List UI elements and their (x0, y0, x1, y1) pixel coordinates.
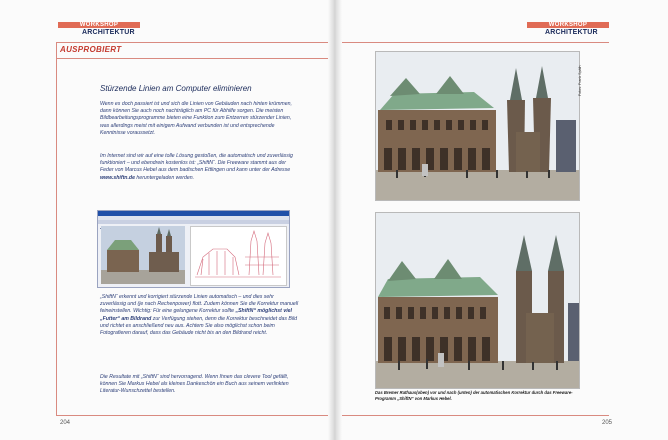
header-kicker: WORKSHOP (79, 22, 119, 28)
photo-after-correction (375, 212, 580, 389)
edge-detection-preview (191, 227, 286, 285)
book-gutter (328, 0, 342, 440)
paragraph-usage-bold: „ShiftN“ möglichst viel „Futter“ am Bildrand (100, 308, 292, 322)
section-divider (56, 58, 328, 59)
town-hall-photo-after (376, 213, 579, 388)
paragraph-usage-a: „ShiftN“ erkennt und korrigiert stürzende Linien automatisch – und dies sehr zuverlässig und (je nach Rechenpower) flott. Zudem können Sie die Korrektur manuell feineinstellen. Wichtig: Für eine gelungene Korrektur sollte (100, 294, 299, 315)
photo-caption: Das Bremer Rathaus(oben) vor und nach (unten) der automatischen Korrektur durch das Freeware-Programm „ShiftN“ von Markus Hebel. (375, 390, 573, 401)
paragraph-shiftn-intro (100, 153, 300, 182)
paragraph-shiftn-usage (100, 294, 300, 337)
paragraph-intro: Wenn es doch passiert ist und sich die Linien von Gebäuden nach hinten krümmen, dann können Sie auch noch nachträglich am PC für Abhilfe sorgen. Die meisten Bildbearbeitungsprogramme bieten eine Funktion zum Entzerren stürzender Linien, was allerdings meist mit einigem Aufwand verbunden ist und entsprechende Kenntnisse voraussetzt. (100, 101, 292, 136)
photo-before-correction (375, 51, 580, 201)
header-title: ARCHITEKTUR (82, 29, 135, 36)
screenshot-photo-pane (101, 226, 185, 284)
paragraph-shiftn-text: Im Internet sind wir auf eine tolle Lösung gestoßen, die automatisch und zuverlässig funktioniert – und ebendrein kostenlos ist: „ShiftN“. Die Freeware stammt aus der Feder von Marcus Hebel aus dem badischen Ettlingen und kann unter der Adresse (100, 153, 293, 174)
paragraph-usage-b: zur Verfügung stehen, denn die Korrektur beschneidet das Bild und richtet es anschließend neu aus. Achtem Sie also möglichst schon beim Fotografieren darauf, dass das Gebäude nicht bis an den Bildrand reicht. (100, 315, 298, 337)
header-kicker-right: WORKSHOP (548, 22, 588, 28)
town-hall-thumbnail (101, 226, 185, 284)
photo-credit: Fotos: Frank Späth (578, 65, 582, 96)
section-label: AUSPROBIERT (60, 45, 122, 54)
paragraph-results: Die Resultate mit „ShiftN“ sind hervorragend. Wenn Ihnen das clevere Tool gefällt, können Sie Markus Hebel als kleines Dankeschön ein Buch aus seinem verlinkten Literatur-Wunschzettel bestellen. (100, 374, 289, 395)
header-title-right: ARCHITEKTUR (545, 29, 598, 36)
paragraph-shiftn-tail: heruntergeladen werden. (136, 174, 195, 181)
download-url: www.shiftn.de (100, 174, 135, 181)
article-headline: Stürzende Linien am Computer eliminieren (100, 84, 252, 93)
page-number-right: 205 (602, 420, 613, 426)
town-hall-photo-before (376, 52, 579, 200)
page-number-left: 204 (60, 420, 71, 426)
screenshot-toolbar (98, 220, 289, 224)
software-screenshot (97, 210, 290, 288)
screenshot-edge-pane (190, 226, 287, 286)
